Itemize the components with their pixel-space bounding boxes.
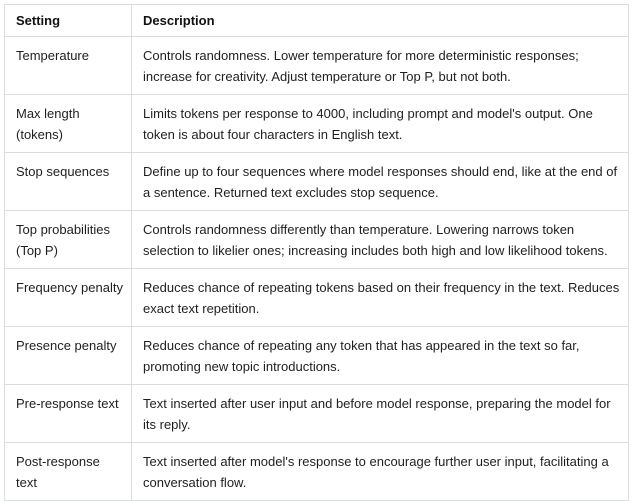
column-header-setting: Setting	[5, 5, 132, 37]
table-header-row	[5, 5, 629, 37]
table-row	[5, 443, 629, 501]
setting-cell: Stop sequences	[5, 153, 132, 211]
setting-cell: Presence penalty	[5, 327, 132, 385]
table-row	[5, 95, 629, 153]
settings-table-container	[4, 4, 628, 501]
setting-cell: Pre-response text	[5, 385, 132, 443]
description-cell: Controls randomness differently than temperature. Lowering narrows token selection to likelier ones; increasing includes both high and low likelihood tokens.	[132, 211, 629, 269]
column-header-description: Description	[132, 5, 629, 37]
setting-cell: Frequency penalty	[5, 269, 132, 327]
table-row	[5, 211, 629, 269]
table-row	[5, 327, 629, 385]
description-cell: Controls randomness. Lower temperature for more deterministic responses; increase for creativity. Adjust temperature or Top P, but not both.	[132, 37, 629, 95]
settings-table	[4, 4, 629, 501]
description-cell: Reduces chance of repeating tokens based on their frequency in the text. Reduces exact text repetition.	[132, 269, 629, 327]
setting-cell: Max length (tokens)	[5, 95, 132, 153]
description-cell: Text inserted after user input and before model response, preparing the model for its reply.	[132, 385, 629, 443]
table-row	[5, 37, 629, 95]
setting-cell: Temperature	[5, 37, 132, 95]
setting-cell: Top probabilities (Top P)	[5, 211, 132, 269]
description-cell: Limits tokens per response to 4000, including prompt and model's output. One token is about four characters in English text.	[132, 95, 629, 153]
description-cell: Reduces chance of repeating any token that has appeared in the text so far, promoting new topic introductions.	[132, 327, 629, 385]
table-row	[5, 269, 629, 327]
setting-cell: Post-response text	[5, 443, 132, 501]
table-row	[5, 153, 629, 211]
description-cell: Text inserted after model's response to encourage further user input, facilitating a conversation flow.	[132, 443, 629, 501]
table-row	[5, 385, 629, 443]
description-cell: Define up to four sequences where model responses should end, like at the end of a sentence. Returned text excludes stop sequence.	[132, 153, 629, 211]
